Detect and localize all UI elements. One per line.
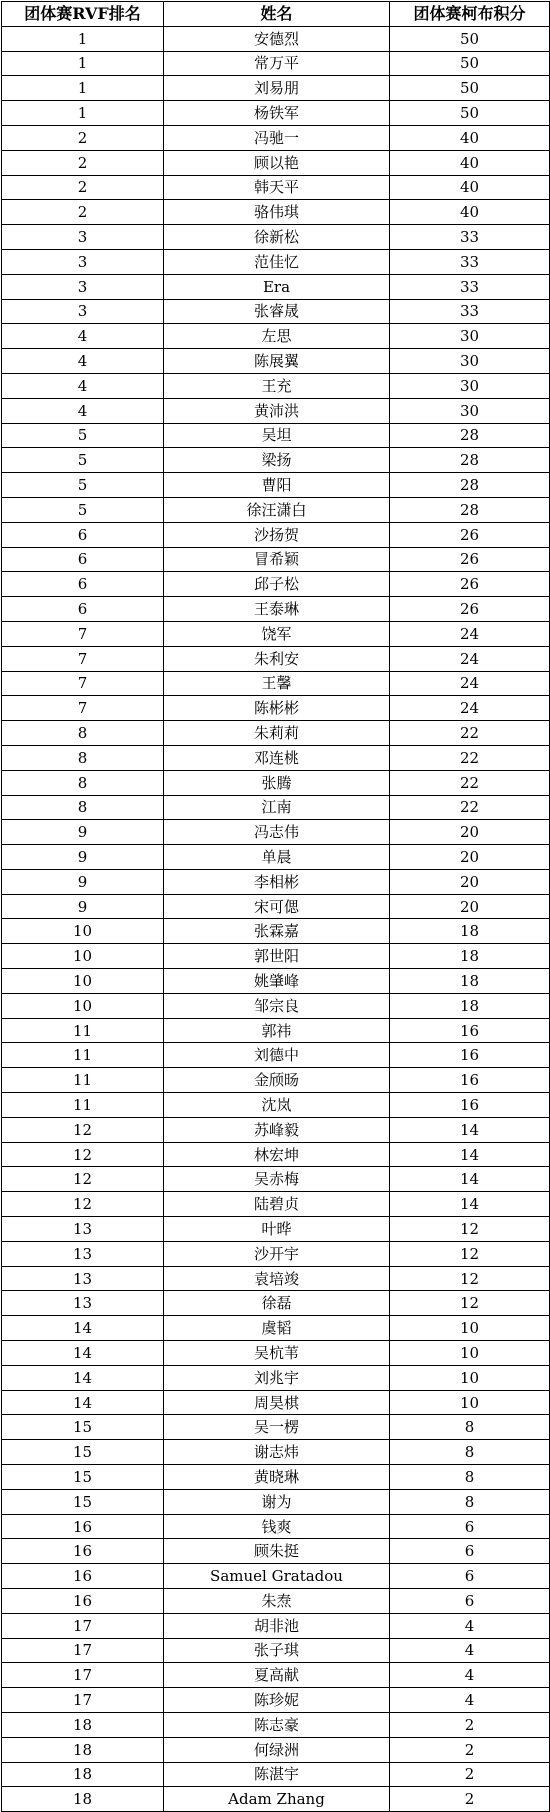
score-cell: 8 <box>390 1465 550 1490</box>
header-row <box>2 2 550 27</box>
table-row <box>2 1787 550 1812</box>
name-cell: 谢志炜 <box>164 1440 390 1465</box>
table-row <box>2 473 550 498</box>
rank-cell: 18 <box>2 1762 164 1787</box>
rank-cell: 14 <box>2 1390 164 1415</box>
name-cell: 陈彬彬 <box>164 696 390 721</box>
score-cell: 18 <box>390 969 550 994</box>
name-cell: 曹阳 <box>164 473 390 498</box>
rank-cell: 1 <box>2 76 164 101</box>
score-cell: 40 <box>390 175 550 200</box>
name-cell: 单晨 <box>164 845 390 870</box>
table-row <box>2 373 550 398</box>
name-cell: 徐磊 <box>164 1291 390 1316</box>
rank-cell: 9 <box>2 894 164 919</box>
rank-cell: 3 <box>2 225 164 250</box>
name-cell: 沙开宇 <box>164 1241 390 1266</box>
name-cell: 刘德中 <box>164 1043 390 1068</box>
name-cell: 徐汪潇白 <box>164 497 390 522</box>
score-cell: 18 <box>390 919 550 944</box>
score-cell: 24 <box>390 696 550 721</box>
score-cell: 4 <box>390 1663 550 1688</box>
table-row <box>2 1093 550 1118</box>
rank-cell: 11 <box>2 1043 164 1068</box>
name-cell: 安德烈 <box>164 26 390 51</box>
table-row <box>2 770 550 795</box>
rank-cell: 14 <box>2 1316 164 1341</box>
score-cell: 33 <box>390 299 550 324</box>
name-cell: 陈湛宇 <box>164 1762 390 1787</box>
score-cell: 6 <box>390 1564 550 1589</box>
table-row <box>2 1489 550 1514</box>
table-row <box>2 696 550 721</box>
score-cell: 24 <box>390 671 550 696</box>
rank-cell: 12 <box>2 1192 164 1217</box>
rank-cell: 9 <box>2 869 164 894</box>
table-row <box>2 225 550 250</box>
table-row <box>2 745 550 770</box>
rank-cell: 2 <box>2 150 164 175</box>
name-cell: 常万平 <box>164 51 390 76</box>
name-cell: 梁扬 <box>164 448 390 473</box>
rank-cell: 6 <box>2 597 164 622</box>
score-cell: 14 <box>390 1142 550 1167</box>
rank-cell: 12 <box>2 1117 164 1142</box>
rank-cell: 9 <box>2 820 164 845</box>
score-cell: 50 <box>390 76 550 101</box>
rank-cell: 15 <box>2 1440 164 1465</box>
score-cell: 26 <box>390 572 550 597</box>
name-cell: 姚肇峰 <box>164 969 390 994</box>
score-cell: 12 <box>390 1291 550 1316</box>
rank-cell: 17 <box>2 1688 164 1713</box>
rank-cell: 11 <box>2 1093 164 1118</box>
table-row <box>2 76 550 101</box>
name-cell: 陈展翼 <box>164 349 390 374</box>
name-cell: Era <box>164 274 390 299</box>
table-row <box>2 1068 550 1093</box>
rank-cell: 4 <box>2 398 164 423</box>
rank-cell: 16 <box>2 1514 164 1539</box>
rank-cell: 3 <box>2 299 164 324</box>
rank-cell: 14 <box>2 1341 164 1366</box>
name-cell: 邓连桃 <box>164 745 390 770</box>
name-cell: 朱利安 <box>164 646 390 671</box>
score-cell: 22 <box>390 745 550 770</box>
name-cell: 郭祎 <box>164 1018 390 1043</box>
score-cell: 14 <box>390 1117 550 1142</box>
rank-cell: 2 <box>2 125 164 150</box>
table-row <box>2 1737 550 1762</box>
score-cell: 50 <box>390 26 550 51</box>
rank-cell: 18 <box>2 1712 164 1737</box>
name-cell: 张子琪 <box>164 1638 390 1663</box>
rank-cell: 13 <box>2 1291 164 1316</box>
rank-cell: 3 <box>2 274 164 299</box>
name-cell: 黄晓琳 <box>164 1465 390 1490</box>
table-row <box>2 1043 550 1068</box>
rank-cell: 17 <box>2 1638 164 1663</box>
name-cell: 张腾 <box>164 770 390 795</box>
score-cell: 26 <box>390 547 550 572</box>
name-cell: 张睿晟 <box>164 299 390 324</box>
score-cell: 40 <box>390 200 550 225</box>
rank-cell: 5 <box>2 423 164 448</box>
name-cell: 徐新松 <box>164 225 390 250</box>
score-cell: 26 <box>390 597 550 622</box>
score-cell: 10 <box>390 1365 550 1390</box>
name-cell: 陆碧贞 <box>164 1192 390 1217</box>
score-cell: 14 <box>390 1167 550 1192</box>
name-cell: 朱莉莉 <box>164 721 390 746</box>
name-cell: 陈志豪 <box>164 1712 390 1737</box>
score-cell: 20 <box>390 894 550 919</box>
table-row <box>2 1192 550 1217</box>
score-cell: 28 <box>390 473 550 498</box>
rank-cell: 18 <box>2 1787 164 1812</box>
score-cell: 10 <box>390 1341 550 1366</box>
table-row <box>2 1390 550 1415</box>
header-score: 团体赛柯布积分 <box>390 2 550 27</box>
name-cell: 杨铁军 <box>164 101 390 126</box>
table-row <box>2 894 550 919</box>
table-row <box>2 1341 550 1366</box>
name-cell: 吴杭苇 <box>164 1341 390 1366</box>
table-row <box>2 1712 550 1737</box>
table-row <box>2 175 550 200</box>
rank-cell: 16 <box>2 1539 164 1564</box>
rank-cell: 18 <box>2 1737 164 1762</box>
table-row <box>2 845 550 870</box>
score-cell: 33 <box>390 225 550 250</box>
rank-cell: 8 <box>2 745 164 770</box>
rank-cell: 5 <box>2 473 164 498</box>
score-cell: 12 <box>390 1217 550 1242</box>
score-cell: 24 <box>390 646 550 671</box>
table-row <box>2 919 550 944</box>
table-row <box>2 547 550 572</box>
name-cell: 冒希颖 <box>164 547 390 572</box>
name-cell: 夏高献 <box>164 1663 390 1688</box>
name-cell: 刘兆宇 <box>164 1365 390 1390</box>
table-row <box>2 944 550 969</box>
score-cell: 16 <box>390 1093 550 1118</box>
name-cell: 吴坦 <box>164 423 390 448</box>
rank-cell: 1 <box>2 26 164 51</box>
rank-cell: 11 <box>2 1068 164 1093</box>
rank-cell: 7 <box>2 621 164 646</box>
rank-cell: 13 <box>2 1241 164 1266</box>
score-cell: 22 <box>390 770 550 795</box>
rank-cell: 6 <box>2 522 164 547</box>
table-row <box>2 1762 550 1787</box>
rank-cell: 16 <box>2 1589 164 1614</box>
score-cell: 24 <box>390 621 550 646</box>
table-row <box>2 1415 550 1440</box>
name-cell: 黄沛洪 <box>164 398 390 423</box>
table-row <box>2 522 550 547</box>
rank-cell: 14 <box>2 1365 164 1390</box>
rank-cell: 7 <box>2 696 164 721</box>
name-cell: 沈岚 <box>164 1093 390 1118</box>
table-row <box>2 1217 550 1242</box>
name-cell: Adam Zhang <box>164 1787 390 1812</box>
name-cell: 王馨 <box>164 671 390 696</box>
score-cell: 10 <box>390 1390 550 1415</box>
score-cell: 30 <box>390 349 550 374</box>
score-cell: 10 <box>390 1316 550 1341</box>
table-row <box>2 448 550 473</box>
table-row <box>2 1465 550 1490</box>
score-cell: 8 <box>390 1489 550 1514</box>
table-row <box>2 150 550 175</box>
table-row <box>2 969 550 994</box>
name-cell: 何绿洲 <box>164 1737 390 1762</box>
table-header <box>2 2 550 27</box>
score-cell: 2 <box>390 1712 550 1737</box>
table-row <box>2 125 550 150</box>
score-cell: 12 <box>390 1266 550 1291</box>
rank-cell: 12 <box>2 1142 164 1167</box>
name-cell: 朱焘 <box>164 1589 390 1614</box>
name-cell: 冯驰一 <box>164 125 390 150</box>
table-row <box>2 1365 550 1390</box>
score-cell: 8 <box>390 1440 550 1465</box>
score-cell: 30 <box>390 324 550 349</box>
rank-cell: 7 <box>2 671 164 696</box>
score-cell: 4 <box>390 1688 550 1713</box>
name-cell: 虞韬 <box>164 1316 390 1341</box>
name-cell: 沙扬贺 <box>164 522 390 547</box>
score-cell: 16 <box>390 1018 550 1043</box>
rank-cell: 5 <box>2 497 164 522</box>
score-cell: 12 <box>390 1241 550 1266</box>
name-cell: 钱爽 <box>164 1514 390 1539</box>
rank-cell: 16 <box>2 1564 164 1589</box>
score-cell: 16 <box>390 1068 550 1093</box>
name-cell: Samuel Gratadou <box>164 1564 390 1589</box>
name-cell: 左思 <box>164 324 390 349</box>
table-row <box>2 1589 550 1614</box>
table-row <box>2 1018 550 1043</box>
rank-cell: 12 <box>2 1167 164 1192</box>
score-cell: 4 <box>390 1613 550 1638</box>
table-row <box>2 299 550 324</box>
table-row <box>2 1316 550 1341</box>
rank-cell: 1 <box>2 51 164 76</box>
rank-cell: 11 <box>2 1018 164 1043</box>
name-cell: 冯志伟 <box>164 820 390 845</box>
table-row <box>2 1142 550 1167</box>
rank-cell: 15 <box>2 1489 164 1514</box>
table-row <box>2 1539 550 1564</box>
name-cell: 陈珍妮 <box>164 1688 390 1713</box>
name-cell: 顾以艳 <box>164 150 390 175</box>
name-cell: 王充 <box>164 373 390 398</box>
table-row <box>2 993 550 1018</box>
table-row <box>2 101 550 126</box>
rank-cell: 2 <box>2 175 164 200</box>
rank-cell: 7 <box>2 646 164 671</box>
score-cell: 40 <box>390 125 550 150</box>
rank-cell: 5 <box>2 448 164 473</box>
table-row <box>2 200 550 225</box>
rank-cell: 6 <box>2 547 164 572</box>
rank-cell: 1 <box>2 101 164 126</box>
score-cell: 26 <box>390 522 550 547</box>
score-cell: 30 <box>390 373 550 398</box>
score-cell: 6 <box>390 1514 550 1539</box>
name-cell: 范佳忆 <box>164 249 390 274</box>
rank-cell: 13 <box>2 1217 164 1242</box>
score-cell: 2 <box>390 1787 550 1812</box>
table-row <box>2 1241 550 1266</box>
name-cell: 吴赤梅 <box>164 1167 390 1192</box>
table-row <box>2 820 550 845</box>
name-cell: 韩天平 <box>164 175 390 200</box>
name-cell: 李相彬 <box>164 869 390 894</box>
rank-cell: 4 <box>2 349 164 374</box>
name-cell: 骆伟琪 <box>164 200 390 225</box>
table-row <box>2 1167 550 1192</box>
table-row <box>2 423 550 448</box>
table-row <box>2 26 550 51</box>
table-row <box>2 572 550 597</box>
header-rank: 团体赛RVF排名 <box>2 2 164 27</box>
header-name: 姓名 <box>164 2 390 27</box>
name-cell: 王泰琳 <box>164 597 390 622</box>
score-cell: 22 <box>390 795 550 820</box>
name-cell: 张霖嘉 <box>164 919 390 944</box>
table-row <box>2 646 550 671</box>
score-cell: 18 <box>390 993 550 1018</box>
table-body <box>2 26 550 1811</box>
rank-cell: 15 <box>2 1465 164 1490</box>
name-cell: 林宏坤 <box>164 1142 390 1167</box>
score-cell: 50 <box>390 101 550 126</box>
name-cell: 顾朱挺 <box>164 1539 390 1564</box>
score-cell: 20 <box>390 869 550 894</box>
score-cell: 30 <box>390 398 550 423</box>
name-cell: 刘易朋 <box>164 76 390 101</box>
rank-cell: 15 <box>2 1415 164 1440</box>
score-cell: 20 <box>390 820 550 845</box>
table-row <box>2 398 550 423</box>
score-cell: 33 <box>390 274 550 299</box>
name-cell: 叶晔 <box>164 1217 390 1242</box>
score-cell: 14 <box>390 1192 550 1217</box>
score-cell: 33 <box>390 249 550 274</box>
ranking-table <box>1 1 550 1812</box>
score-cell: 40 <box>390 150 550 175</box>
score-cell: 6 <box>390 1539 550 1564</box>
table-row <box>2 51 550 76</box>
rank-cell: 9 <box>2 845 164 870</box>
name-cell: 谢为 <box>164 1489 390 1514</box>
name-cell: 袁培竣 <box>164 1266 390 1291</box>
name-cell: 胡非池 <box>164 1613 390 1638</box>
table-row <box>2 324 550 349</box>
rank-cell: 10 <box>2 919 164 944</box>
table-row <box>2 274 550 299</box>
rank-cell: 4 <box>2 324 164 349</box>
name-cell: 周昊棋 <box>164 1390 390 1415</box>
table-row <box>2 1440 550 1465</box>
name-cell: 金颀旸 <box>164 1068 390 1093</box>
score-cell: 22 <box>390 721 550 746</box>
score-cell: 50 <box>390 51 550 76</box>
name-cell: 吴一楞 <box>164 1415 390 1440</box>
rank-cell: 6 <box>2 572 164 597</box>
score-cell: 6 <box>390 1589 550 1614</box>
rank-cell: 10 <box>2 944 164 969</box>
rank-cell: 8 <box>2 721 164 746</box>
rank-cell: 8 <box>2 770 164 795</box>
table-row <box>2 1564 550 1589</box>
name-cell: 邹宗良 <box>164 993 390 1018</box>
name-cell: 邱子松 <box>164 572 390 597</box>
table-row <box>2 721 550 746</box>
table-row <box>2 1514 550 1539</box>
name-cell: 苏峰毅 <box>164 1117 390 1142</box>
table-row <box>2 671 550 696</box>
name-cell: 饶军 <box>164 621 390 646</box>
score-cell: 2 <box>390 1737 550 1762</box>
score-cell: 4 <box>390 1638 550 1663</box>
rank-cell: 4 <box>2 373 164 398</box>
score-cell: 18 <box>390 944 550 969</box>
rank-cell: 8 <box>2 795 164 820</box>
rank-cell: 10 <box>2 993 164 1018</box>
score-cell: 16 <box>390 1043 550 1068</box>
score-cell: 28 <box>390 423 550 448</box>
table-row <box>2 1117 550 1142</box>
rank-cell: 17 <box>2 1663 164 1688</box>
name-cell: 郭世阳 <box>164 944 390 969</box>
table-row <box>2 349 550 374</box>
score-cell: 20 <box>390 845 550 870</box>
table-row <box>2 597 550 622</box>
table-row <box>2 1291 550 1316</box>
score-cell: 8 <box>390 1415 550 1440</box>
score-cell: 28 <box>390 497 550 522</box>
table-row <box>2 621 550 646</box>
rank-cell: 3 <box>2 249 164 274</box>
name-cell: 江南 <box>164 795 390 820</box>
table-row <box>2 497 550 522</box>
score-cell: 28 <box>390 448 550 473</box>
table-row <box>2 1663 550 1688</box>
name-cell: 宋可偲 <box>164 894 390 919</box>
table-row <box>2 795 550 820</box>
table-row <box>2 249 550 274</box>
table-row <box>2 869 550 894</box>
rank-cell: 17 <box>2 1613 164 1638</box>
table-row <box>2 1266 550 1291</box>
rank-cell: 2 <box>2 200 164 225</box>
score-cell: 2 <box>390 1762 550 1787</box>
rank-cell: 13 <box>2 1266 164 1291</box>
table-row <box>2 1688 550 1713</box>
rank-cell: 10 <box>2 969 164 994</box>
table-row <box>2 1613 550 1638</box>
table-row <box>2 1638 550 1663</box>
